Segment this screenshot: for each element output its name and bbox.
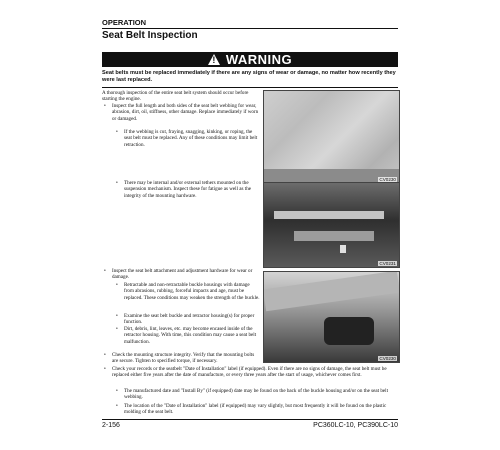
photo-buckle-housing: [263, 271, 400, 363]
warning-heading: WARNING: [225, 52, 293, 67]
intro-text: A thorough inspection of the entire seat belt system should occur before starting the engine.: [102, 90, 249, 103]
bullet-icon: •: [104, 268, 106, 274]
list-item: • Dirt, debris, lint, leaves, etc. may become encased inside of the retractor housing. With time, this condition may cause a seat belt malfunction.: [116, 326, 257, 345]
footer-rule: [102, 419, 398, 420]
list-item: • The location of the "Date of Installation" label (if equipped) may vary slightly, but most frequently it will be found on the plastic molding of the seat belt.: [116, 403, 387, 416]
bullet-icon: •: [116, 326, 118, 332]
header-rule: [102, 28, 398, 29]
list-item: • Inspect the seat belt attachment and adjustment hardware for wear or damage.: [104, 268, 253, 281]
warning-banner: [102, 52, 398, 67]
photo-seat-belt-webbing: [263, 90, 400, 184]
bullet-icon: •: [116, 180, 118, 186]
list-item: • Retractable and non-retractable buckle housings with damage from abrasions, rubbing, forceful impacts and age, must be replaced. These conditions may weaken the strength of the buckle.: [116, 282, 260, 301]
list-item: • The manufactured date and "Install By" (if equipped) date may be found on the back of the buckle housing and/or on the seat belt webbing.: [116, 388, 388, 401]
photo-label: CV0230: [379, 356, 396, 361]
list-item: • Examine the seat belt buckle and retractor housing(s) for proper function.: [116, 313, 255, 326]
bullet-icon: •: [104, 352, 106, 358]
list-item: • If the webbing is cut, fraying, snagging, kinking, or roping, the seat belt must be replaced. Any of these conditions may limit belt retraction.: [116, 129, 258, 148]
bullet-icon: •: [116, 129, 118, 135]
list-item: • There may be internal and/or external tethers mounted on the suspension mechanism. Inspect these for fatigue as well as the integrity of the mounting hardware.: [116, 180, 252, 199]
warning-message: Seat belts must be replaced immediately if there are any signs of wear or damage, no matter how recently they were last replaced.: [102, 70, 396, 83]
bullet-icon: •: [116, 388, 118, 394]
list-item: • Check the mounting structure integrity. Verify that the mounting bolts are secure. Tighten to specified torque, if necessary.: [104, 352, 255, 365]
section-heading: OPERATION: [102, 18, 147, 27]
bullet-icon: •: [104, 103, 106, 109]
page-number: 2-156: [102, 422, 120, 429]
bullet-icon: •: [116, 403, 118, 409]
photo-label: CV0230: [379, 177, 396, 182]
model-number: PC360LC-10, PC390LC-10: [313, 422, 398, 429]
page-title: Seat Belt Inspection: [102, 30, 198, 41]
bullet-icon: •: [116, 313, 118, 319]
bullet-icon: •: [116, 282, 118, 288]
bullet-icon: •: [104, 366, 106, 372]
list-item: • Inspect the full length and both sides of the seat belt webbing for wear, abrasion, dirt, oil, stiffness, other damage. Replace immediately if worn or damaged.: [104, 103, 259, 122]
warning-rule: [102, 87, 398, 88]
warning-triangle-icon: !: [208, 54, 220, 65]
photo-suspension-tethers: [263, 182, 400, 268]
photo-label: CV0231: [379, 261, 396, 266]
list-item: • Check your records or the seatbelt "Date of Installation" label (if equipped). Even if there are no signs of damage, the seat belt must be replaced either five years after the date of manufacture, or every three years after the start of usage, whichever comes first.: [104, 366, 387, 379]
